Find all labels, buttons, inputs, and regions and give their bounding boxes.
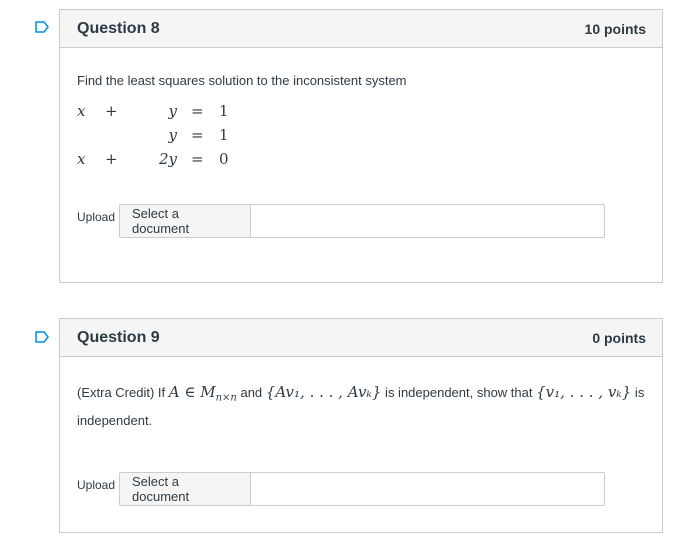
question-card-9 <box>59 318 663 533</box>
equation-row <box>77 123 229 147</box>
question-prompt: Find the least squares solution to the inconsistent system <box>77 73 407 88</box>
eq-op <box>105 123 137 147</box>
eq-term: y <box>168 126 177 144</box>
upload-field[interactable] <box>119 204 605 238</box>
prompt-text: is independent, show that <box>381 385 537 400</box>
question-prompt <box>77 381 645 432</box>
question-header <box>60 319 662 357</box>
math-subscript: n×n <box>215 392 237 404</box>
math-expression: {Av₁, . . . , Avₖ} <box>265 383 382 401</box>
question-points: 10 points <box>584 20 646 37</box>
upload-row <box>77 472 645 506</box>
question-flag-icon[interactable] <box>35 21 49 33</box>
question-points: 0 points <box>592 329 646 346</box>
upload-row <box>77 204 645 238</box>
eq-value: 1 <box>219 102 229 120</box>
select-document-button[interactable]: Select a document <box>120 205 251 237</box>
upload-label: Upload <box>77 210 116 224</box>
eq-equals: = <box>191 102 204 120</box>
upload-field[interactable] <box>119 472 605 506</box>
prompt-text: is independent. <box>77 385 645 428</box>
upload-label: Upload <box>77 477 116 492</box>
question-card-8 <box>59 9 663 283</box>
equation-system <box>77 99 229 171</box>
eq-value: 0 <box>219 150 229 168</box>
eq-value: 1 <box>219 126 229 144</box>
question-flag-icon[interactable] <box>35 331 49 343</box>
math-expression: A ∈ M <box>168 383 216 401</box>
equation-row <box>77 147 229 171</box>
prompt-text: (Extra Credit) If <box>77 385 169 400</box>
eq-term: x <box>77 150 86 168</box>
eq-equals: = <box>191 126 204 144</box>
eq-equals: = <box>191 150 204 168</box>
question-header <box>60 10 662 48</box>
eq-term <box>77 123 105 147</box>
eq-term: x <box>77 102 86 120</box>
question-title: Question 9 <box>77 328 160 346</box>
eq-term: 2y <box>158 150 177 168</box>
prompt-text: and <box>236 385 266 400</box>
select-document-button[interactable]: Select a document <box>120 473 251 505</box>
question-title: Question 8 <box>77 19 160 37</box>
math-expression: {v₁, . . . , vₖ} <box>536 383 632 401</box>
eq-op: + <box>105 102 118 120</box>
equation-row <box>77 99 229 123</box>
eq-op: + <box>105 150 118 168</box>
eq-term: y <box>168 102 177 120</box>
